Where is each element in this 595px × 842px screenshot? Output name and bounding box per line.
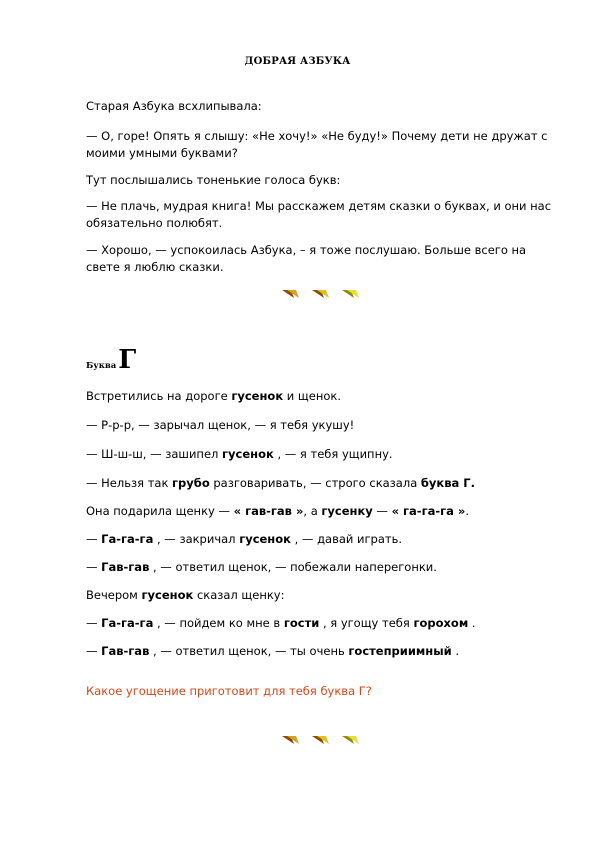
story-paragraph-10: — Гав-гав , — ответил щенок, — ты очень гостеприимный . — [86, 644, 460, 658]
story-paragraph-5: Она подарила щенку — « гав-гав », а гусенку — « га-га-га ». — [86, 504, 469, 518]
question-text: Какое угощение приготовит для тебя буква Г? — [86, 684, 372, 698]
leaf-ornament-icon — [312, 735, 332, 745]
intro-paragraph-1: Старая Азбука всхлипывала: — [86, 99, 262, 113]
section-heading-letter: Г — [118, 345, 137, 375]
intro-paragraph-3: Тут послышались тоненькие голоса букв: — [86, 173, 341, 187]
section-heading — [86, 345, 136, 375]
story-paragraph-7: — Гав-гав , — ответил щенок, — побежали наперегонки. — [86, 560, 437, 574]
story-paragraph-3: — Ш-ш-ш, — зашипел гусенок , — я тебя ущипну. — [86, 447, 393, 461]
story-paragraph-8: Вечером гусенок сказал щенку: — [86, 588, 285, 602]
section-heading-word: Буква — [86, 361, 117, 371]
story-paragraph-1: Встретились на дороге гусенок и щенок. — [86, 389, 341, 403]
story-paragraph-2: — Р-р-р, — зарычал щенок, — я тебя укушу! — [86, 418, 355, 432]
story-paragraph-6: — Га-га-га , — закричал гусенок , — давай играть. — [86, 532, 403, 546]
leaf-ornament-icon — [282, 289, 302, 299]
ornament-separator-top — [282, 288, 362, 300]
page-title: ДОБРАЯ АЗБУКА — [244, 56, 351, 67]
intro-paragraph-2: — О, горе! Опять я слышу: «Не хочу!» «Не буду!» Почему дети не дружат с моими умными буквами? — [86, 129, 548, 160]
leaf-ornament-icon — [342, 289, 362, 299]
story-paragraph-9: — Га-га-га , — пойдем ко мне в гости , я угощу тебя горохом . — [86, 616, 476, 630]
intro-paragraph-5: — Хорошо, — успокоилась Азбука, – я тоже послушаю. Больше всего на свете я люблю сказки. — [86, 243, 527, 274]
leaf-ornament-icon — [282, 735, 302, 745]
leaf-ornament-icon — [312, 289, 332, 299]
leaf-ornament-icon — [342, 735, 362, 745]
intro-paragraph-4: — Не плачь, мудрая книга! Мы расскажем детям сказки о буквах, и они нас обязательно полюбят. — [86, 199, 552, 230]
story-paragraph-4: — Нельзя так грубо разговаривать, — строго сказала буква Г. — [86, 476, 475, 490]
ornament-separator-bottom — [282, 734, 362, 746]
